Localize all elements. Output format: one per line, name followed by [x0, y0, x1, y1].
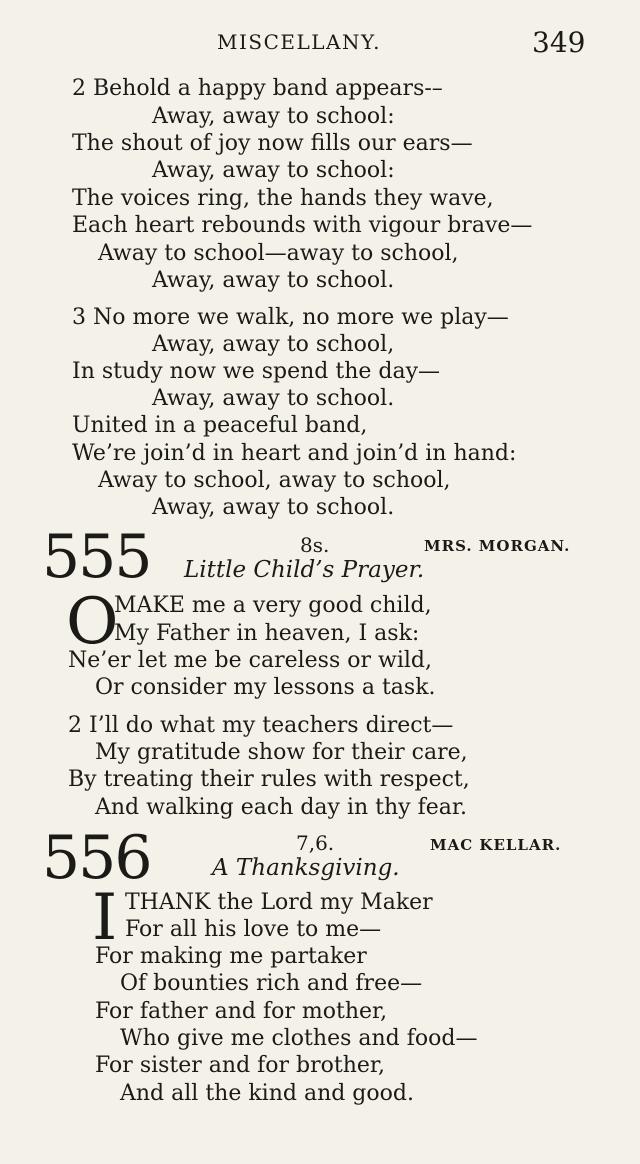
verse-line: MAKE me a very good child,: [114, 593, 432, 618]
verse-line: Each heart rebounds with vigour brave—: [72, 213, 533, 238]
running-header: MISCELLANY.: [217, 30, 381, 54]
hymn-meter: 8s.: [300, 533, 330, 557]
hymn-number: 556: [42, 823, 151, 893]
verse-line: The voices ring, the hands they wave,: [72, 186, 494, 211]
verse-line: Away, away to school:: [152, 104, 395, 129]
verse-line: 3 No more we walk, no more we play—: [72, 305, 509, 330]
verse-line: Away, away to school.: [152, 495, 395, 520]
verse-line: Away to school—away to school,: [98, 241, 459, 266]
verse-line: And all the kind and good.: [120, 1081, 414, 1106]
page-number: 349: [532, 26, 586, 59]
verse-line: Away, away to school,: [152, 332, 395, 357]
hymn-author: MRS. MORGAN.: [424, 537, 571, 555]
hymn-title: A Thanksgiving.: [212, 855, 400, 881]
hymn-title: Little Child’s Prayer.: [184, 557, 425, 583]
verse-line: For sister and for brother,: [95, 1053, 386, 1078]
verse-line: For making me partaker: [95, 944, 367, 969]
drop-cap: O: [66, 585, 119, 659]
verse-line: My gratitude show for their care,: [95, 740, 468, 765]
verse-line: For all his love to me—: [125, 917, 382, 942]
verse-line: We’re join’d in heart and join’d in hand:: [72, 441, 517, 466]
verse-line: Away, away to school.: [152, 386, 395, 411]
verse-line: Or consider my lessons a task.: [95, 675, 436, 700]
verse-line: Away to school, away to school,: [98, 468, 451, 493]
verse-line: Who give me clothes and food—: [120, 1026, 478, 1051]
verse-line: For father and for mother,: [95, 999, 388, 1024]
hymn-author: MAC KELLAR.: [430, 836, 562, 854]
verse-line: The shout of joy now fills our ears—: [72, 131, 473, 156]
hymn-number: 555: [42, 522, 151, 592]
verse-line: My Father in heaven, I ask:: [114, 621, 420, 646]
drop-cap: I: [92, 881, 118, 955]
verse-line: 2 Behold a happy band appears-–: [72, 76, 443, 101]
verse-line: Away, away to school:: [152, 158, 395, 183]
hymn-meter: 7,6.: [296, 831, 335, 855]
verse-line: And walking each day in thy fear.: [95, 795, 467, 820]
verse-line: 2 I’ll do what my teachers direct—: [68, 713, 454, 738]
verse-line: United in a peaceful band,: [72, 413, 368, 438]
verse-line: Ne’er let me be careless or wild,: [68, 648, 432, 673]
verse-line: By treating their rules with respect,: [68, 767, 470, 792]
verse-line: Of bounties rich and free—: [120, 971, 423, 996]
verse-line: In study now we spend the day—: [72, 359, 441, 384]
verse-line: Away, away to school.: [152, 268, 395, 293]
verse-line: THANK the Lord my Maker: [125, 890, 433, 915]
